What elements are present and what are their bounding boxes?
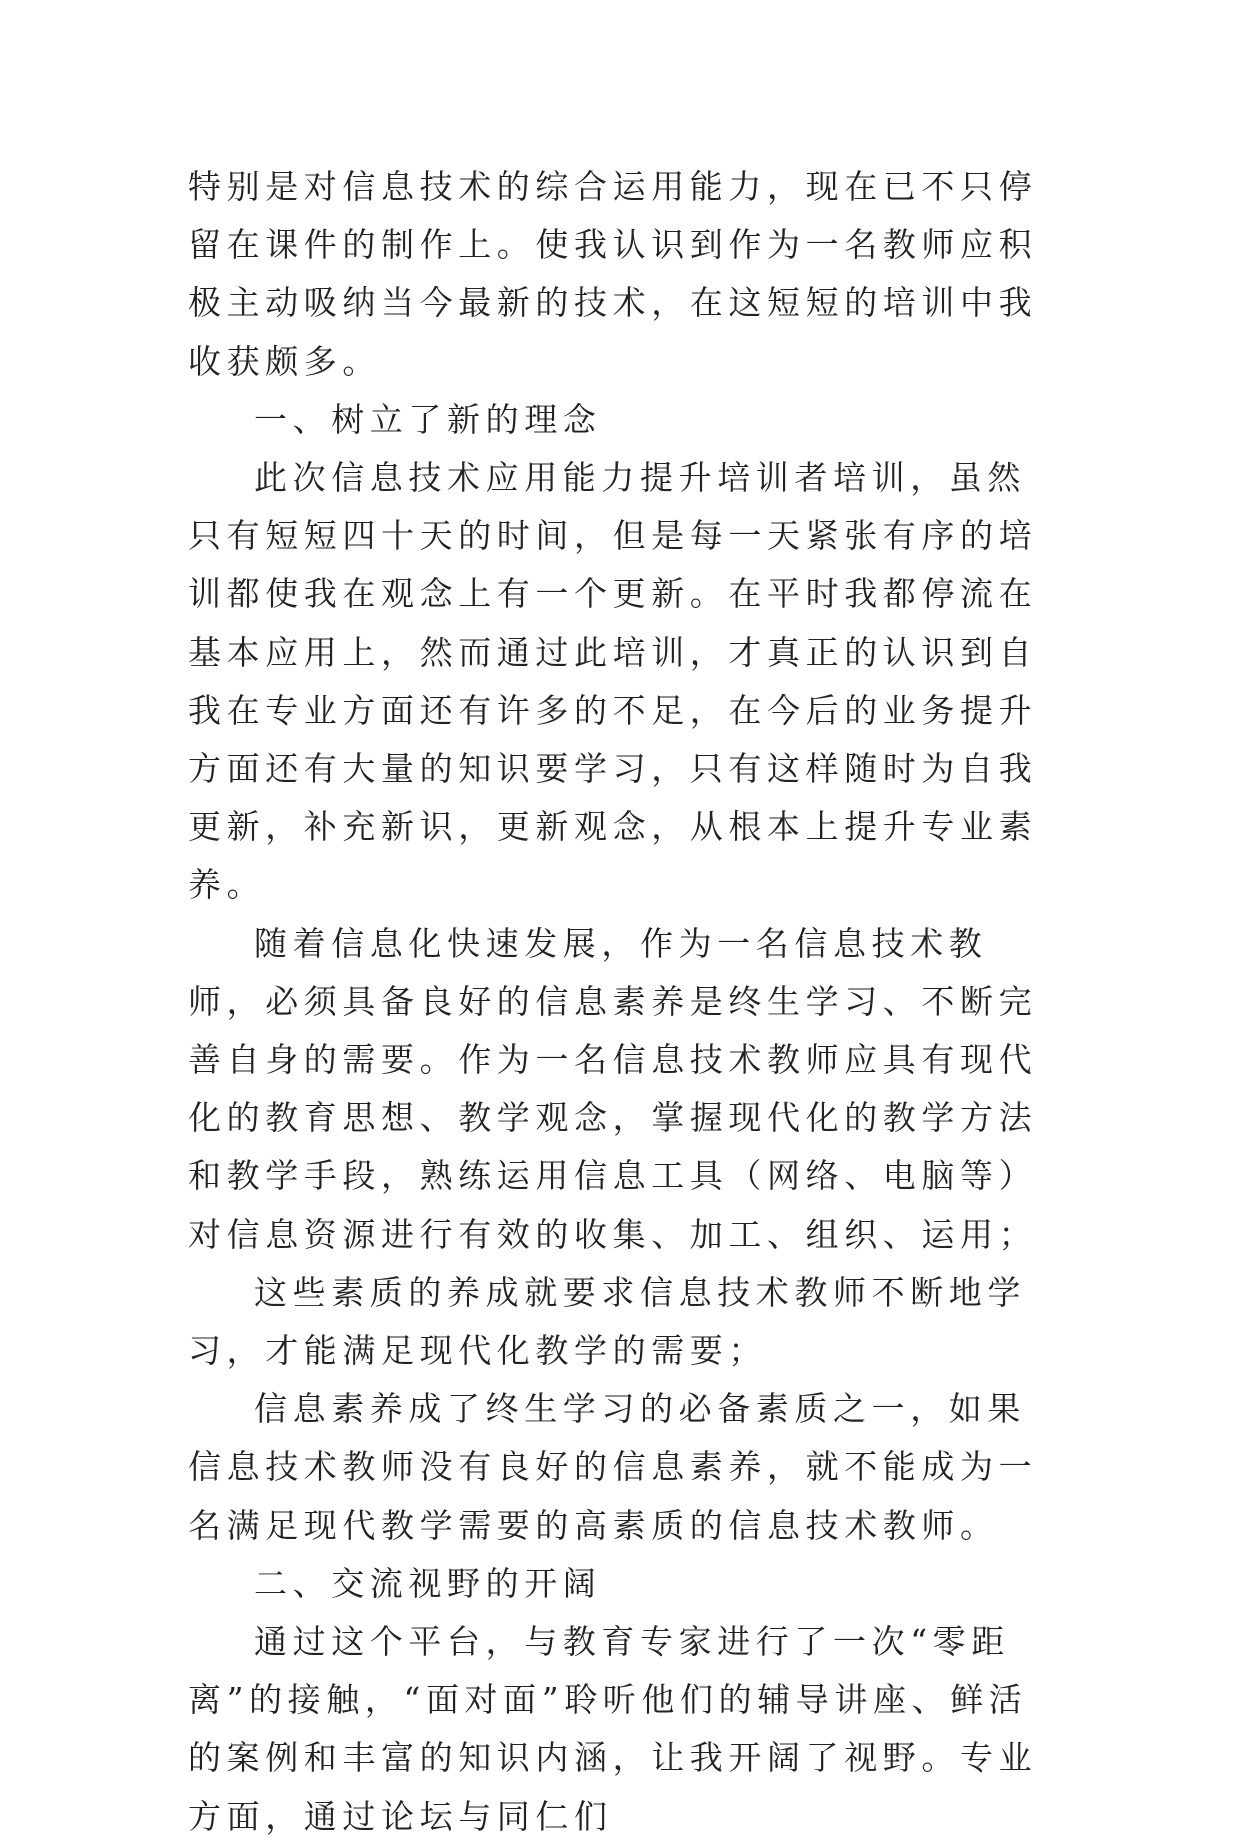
paragraph: 这些素质的养成就要求信息技术教师不断地学习，才能满足现代化教学的需要；	[188, 1272, 1026, 1371]
paragraph-continuation: 特别是对信息技术的综合运用能力，现在已不只停留在课件的制作上。使我认识到作为一名教师应积极主动吸纳当今最新的技术，在这短短的培训中我收获颇多。	[188, 167, 1038, 381]
paragraph: 随着信息化快速发展，作为一名信息技术教师，必须具备良好的信息素养是终生学习、不断完善自身的需要。作为一名信息技术教师应具有现代化的教育思想、教学观念，掌握现代化的教学方法和教学手段，熟练运用信息工具（网络、电脑等）对信息资源进行有效的收集、加工、组织、运用；	[188, 923, 1038, 1254]
paragraph: 信息素养成了终生学习的必备素质之一，如果信息技术教师没有良好的信息素养，就不能成为一名满足现代教学需要的高素质的信息技术教师。	[188, 1389, 1038, 1545]
paragraph: 此次信息技术应用能力提升培训者培训，虽然只有短短四十天的时间，但是每一天紧张有序的培训都使我在观念上有一个更新。在平时我都停流在基本应用上，然而通过此培训，才真正的认识到自我在专业方面还有许多的不足，在今后的业务提升方面还有大量的知识要学习，只有这样随时为自我更新，补充新识，更新观念，从根本上提升专业素养。	[188, 458, 1038, 905]
paragraph: 通过这个平台，与教育专家进行了一次“零距离”的接触，“面对面”聆听他们的辅导讲座、鲜活的案例和丰富的知识内涵，让我开阔了视野。专业方面，通过论坛与同仁们	[188, 1622, 1038, 1836]
section-heading-2: 二、交流视野的开阔	[254, 1563, 602, 1603]
document-body	[188, 158, 1058, 1846]
section-heading-1: 一、树立了新的理念	[254, 399, 602, 439]
